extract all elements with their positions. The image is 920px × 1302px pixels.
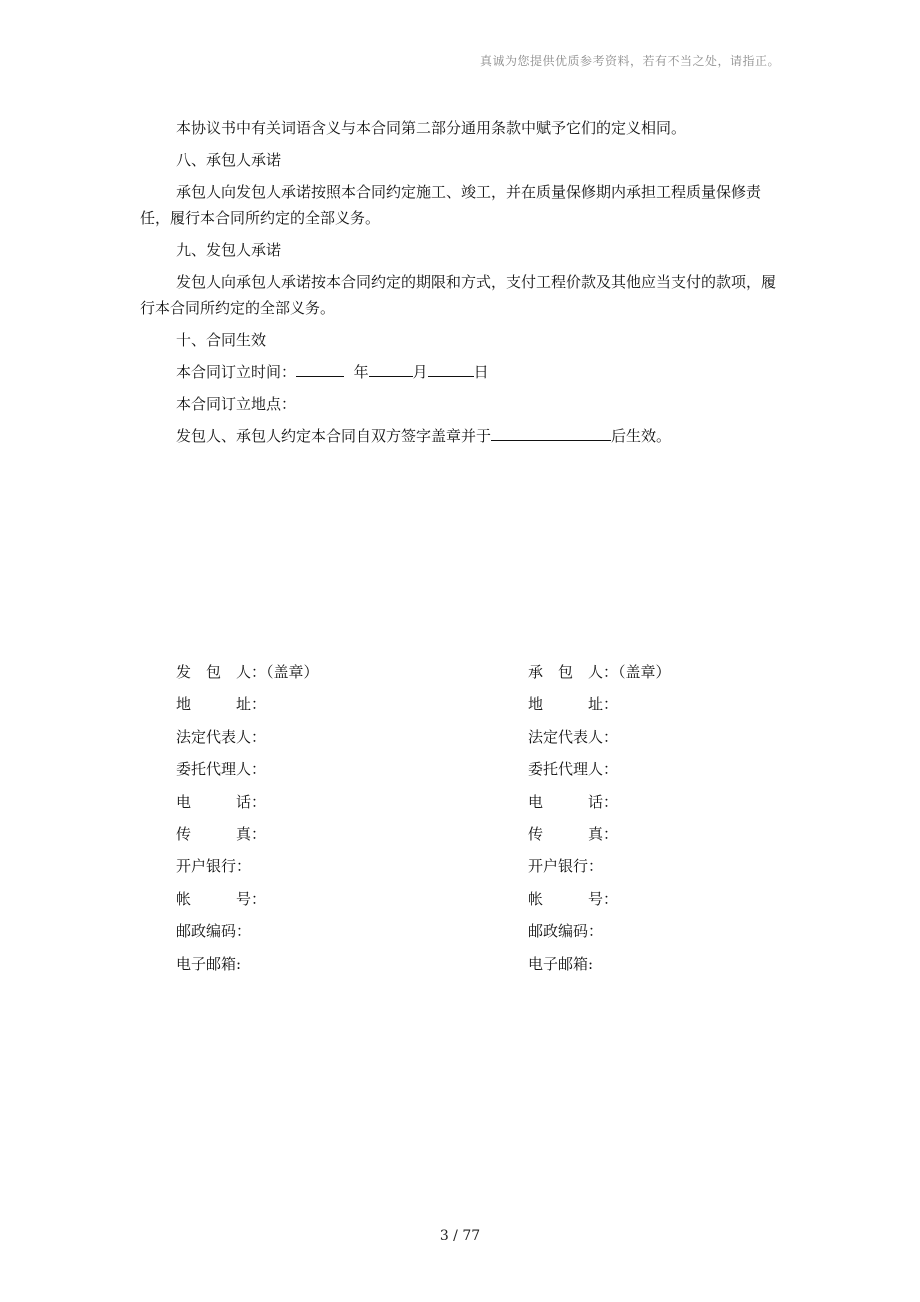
- section-8-heading: 八、承包人承诺: [176, 151, 282, 169]
- employer-account: 帐 号：: [176, 889, 267, 908]
- section-8-paragraph: 承包人向发包人承诺按照本合同约定施工、竣工，并在质量保修期内承担工程质量保修责任，履行本合同所约定的全部义务。: [140, 183, 762, 227]
- contractor-email: 电子邮箱:: [528, 954, 594, 973]
- effective-date-blank[interactable]: [491, 426, 611, 441]
- page-number: 3 / 77: [439, 1228, 481, 1244]
- day-label: 日: [473, 363, 489, 381]
- contractor-bank: 开户银行：: [528, 857, 604, 876]
- contract-body: [140, 112, 780, 452]
- contractor-phone: 电 话：: [528, 792, 619, 811]
- effective-text-pre: 发包人、承包人约定本合同自双方签字盖章并于: [176, 427, 492, 445]
- contractor-agent: 委托代理人：: [528, 760, 619, 779]
- employer-party: 发 包 人：（盖章）: [176, 663, 319, 681]
- section-9-paragraph: 发包人向承包人承诺按本合同约定的期限和方式，支付工程价款及其他应当支付的款项，履行本合同所约定的全部义务。: [140, 273, 777, 317]
- contractor-address: 地 址：: [528, 695, 619, 714]
- employer-agent: 委托代理人：: [176, 760, 267, 779]
- section-9-heading: 九、发包人承诺: [176, 241, 282, 259]
- month-blank[interactable]: [369, 362, 413, 377]
- contractor-account: 帐 号：: [528, 889, 619, 908]
- employer-bank: 开户银行：: [176, 857, 252, 876]
- contractor-signature-block: [528, 656, 671, 980]
- employer-fax: 传 真：: [176, 824, 267, 843]
- employer-postal: 邮政编码：: [176, 922, 252, 941]
- effective-text-post: 后生效。: [611, 427, 672, 445]
- employer-signature-block: [176, 656, 319, 980]
- year-blank[interactable]: [296, 362, 344, 377]
- employer-email: 电子邮箱:: [176, 954, 242, 973]
- month-label: 月: [412, 363, 428, 381]
- contractor-party: 承 包 人：（盖章）: [528, 663, 671, 681]
- effective-line: [140, 420, 780, 452]
- definitions-paragraph: 本协议书中有关词语含义与本合同第二部分通用条款中赋予它们的定义相同。: [176, 119, 687, 137]
- day-blank[interactable]: [428, 362, 474, 377]
- employer-address: 地 址：: [176, 695, 267, 714]
- employer-phone: 电 话：: [176, 792, 267, 811]
- header-note: 真诚为您提供优质参考资料，若有不当之处，请指正。: [479, 54, 780, 68]
- section-10-heading: 十、合同生效: [176, 331, 267, 349]
- signing-date-line: [140, 356, 780, 388]
- signing-place-line: 本合同订立地点：: [176, 395, 297, 413]
- contractor-legal-rep: 法定代表人：: [528, 727, 619, 746]
- employer-legal-rep: 法定代表人：: [176, 727, 267, 746]
- year-label: 年: [353, 363, 369, 381]
- contractor-fax: 传 真：: [528, 824, 619, 843]
- contractor-postal: 邮政编码：: [528, 922, 604, 941]
- signing-date-label: 本合同订立时间：: [176, 363, 297, 381]
